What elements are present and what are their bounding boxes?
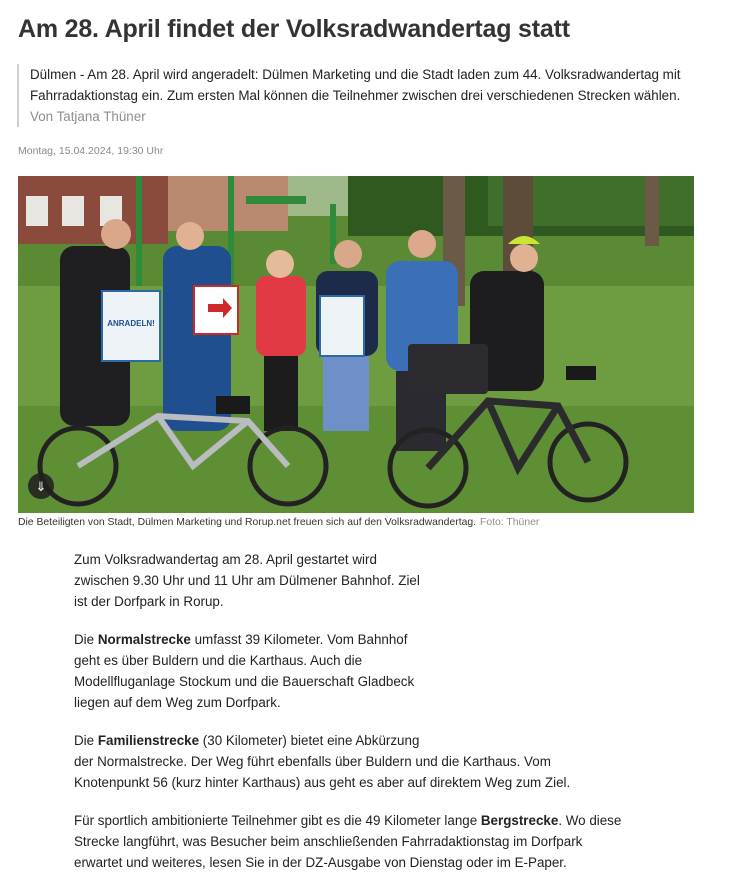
text-fragment: Für sportlich ambitionierte Teilnehmer gibt es die 49 Kilometer lange (74, 813, 481, 828)
text-fragment: Die (74, 632, 98, 647)
text-line (74, 810, 674, 831)
author-byline[interactable]: Von Tatjana Thüner (30, 109, 146, 124)
caption-text: Die Beteiligten von Stadt, Dülmen Marketing und Rorup.net freuen sich auf den Volksradwandertag. (18, 517, 477, 528)
paragraph-familienstrecke (74, 730, 674, 793)
paragraph-start (74, 549, 674, 612)
text-line: geht es über Buldern und die Karthaus. Auch die (74, 653, 363, 668)
text-line: ist der Dorfpark in Rorup. (74, 594, 224, 609)
text-line: der Normalstrecke. Der Weg führt ebenfalls über Buldern und die Karthaus. Vom (74, 754, 551, 769)
text-line: Modellfluganlage Stockum und die Bauerschaft Gladbeck (74, 674, 415, 689)
text-line: zwischen 9.30 Uhr und 11 Uhr am Dülmener Bahnhof. Ziel (74, 573, 420, 588)
poster-text: ANRADELN! (107, 319, 155, 328)
route-name-family: Familienstrecke (97, 733, 200, 748)
text-fragment: (30 Kilometer) bietet eine Abkürzung (199, 733, 420, 748)
article-body (74, 549, 674, 890)
text-line: Zum Volksradwandertag am 28. April gestartet wird (74, 552, 377, 567)
text-fragment: . Wo diese (558, 813, 622, 828)
expand-photo-button[interactable] (28, 473, 54, 499)
photo-credit: Foto: Thüner (480, 517, 540, 528)
article-photo[interactable] (18, 176, 694, 513)
paragraph-normalstrecke (74, 629, 674, 713)
article-headline: Am 28. April findet der Volksradwandertag statt (18, 15, 570, 43)
paragraph-bergstrecke (74, 810, 674, 873)
text-line: Strecke langführt, was Besucher beim anschließenden Fahrradaktionstag im Dorfpark (74, 834, 583, 849)
route-name-mountain: Bergstrecke (480, 813, 559, 828)
photo-caption (18, 517, 539, 528)
text-fragment: umfasst 39 Kilometer. Vom Bahnhof (190, 632, 408, 647)
text-line (74, 629, 674, 650)
text-fragment: Die (74, 733, 98, 748)
chevrons-down-icon: ⇓ (35, 478, 47, 494)
text-line: Knotenpunkt 56 (kurz hinter Karthaus) aus geht es aber auf direktem Weg zum Ziel. (74, 775, 571, 790)
article-teaser (17, 64, 690, 127)
route-name-normal: Normalstrecke (97, 632, 191, 647)
text-line: liegen auf dem Weg zum Dorfpark. (74, 695, 281, 710)
publish-date: Montag, 15.04.2024, 19:30 Uhr (18, 145, 164, 157)
photo-illustration (18, 176, 694, 513)
teaser-text: Dülmen - Am 28. April wird angeradelt: Dülmen Marketing und die Stadt laden zum 44. Volksradwandertag mit Fahrradaktionstag ein. Zum ersten Mal können die Teilnehmer zwischen drei verschiedenen Strecken wählen. (30, 67, 681, 103)
text-line (74, 730, 674, 751)
text-line: erwartet und weiteres, lesen Sie in der DZ-Ausgabe von Dienstag oder im E-Paper. (74, 855, 567, 870)
